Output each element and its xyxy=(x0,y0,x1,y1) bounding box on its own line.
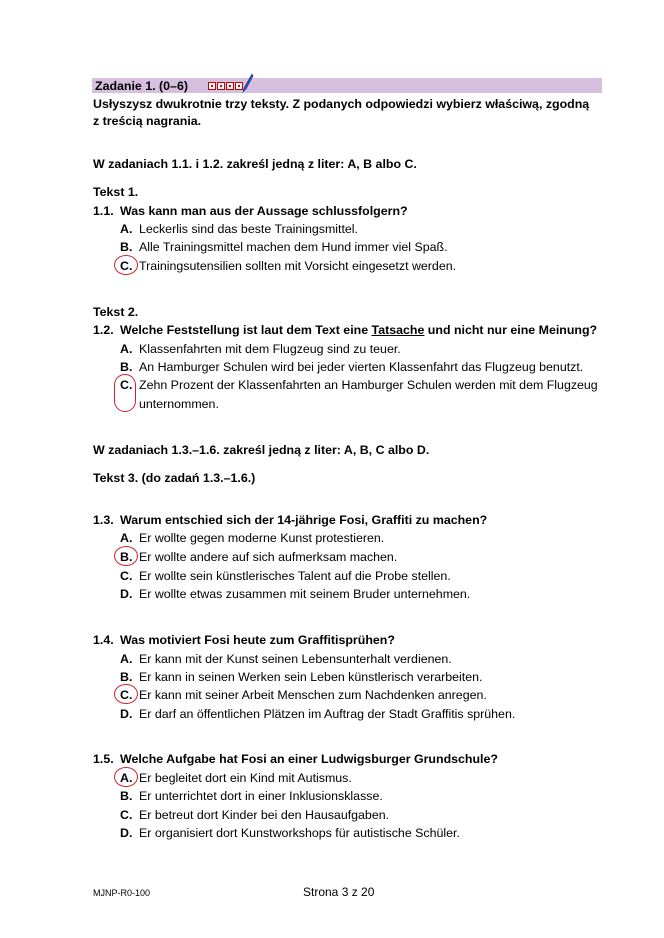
option-letter-1-5-c[interactable]: C. xyxy=(120,808,133,822)
option-text-1-4-d: Er darf an öffentlichen Plätzen im Auftrag der Stadt Graffitis sprühen. xyxy=(139,707,516,721)
task-instruction-line2: z treścią nagrania. xyxy=(93,114,202,128)
task-title: Zadanie 1. (0–6) xyxy=(95,79,188,93)
option-text-1-5-c: Er betreut dort Kinder bei den Hausaufgaben. xyxy=(139,808,390,822)
option-text-1-3-a: Er wollte gegen moderne Kunst protestieren. xyxy=(139,531,385,545)
option-text-1-4-c: Er kann mit seiner Arbeit Menschen zum Nachdenken anregen. xyxy=(139,688,487,702)
option-letter-1-1-a[interactable]: A. xyxy=(120,222,133,236)
page-number: Strona 3 z 20 xyxy=(303,885,375,899)
question-1-2-underlined-word: Tatsache xyxy=(371,323,425,337)
option-text-1-2-a: Klassenfahrten mit dem Flugzeug sind zu teuer. xyxy=(139,342,401,356)
option-letter-1-5-a[interactable]: A. xyxy=(120,771,133,785)
option-text-1-2-c-line2: unternommen. xyxy=(139,397,219,411)
option-text-1-5-d: Er organisiert dort Kunstworkshops für autistische Schüler. xyxy=(139,826,460,840)
option-letter-1-4-d[interactable]: D. xyxy=(120,707,133,721)
question-number-1-2: 1.2. xyxy=(93,323,114,337)
option-letter-1-4-a[interactable]: A. xyxy=(120,652,133,666)
option-letter-1-4-b[interactable]: B. xyxy=(120,670,133,684)
option-text-1-4-a: Er kann mit der Kunst seinen Lebensunterhalt verdienen. xyxy=(139,652,452,666)
option-text-1-1-a: Leckerlis sind das beste Trainingsmittel. xyxy=(139,222,359,236)
question-number-1-3: 1.3. xyxy=(93,513,114,527)
option-letter-1-2-c[interactable]: C. xyxy=(120,378,133,392)
option-text-1-2-c: Zehn Prozent der Klassenfahrten an Hamburger Schulen werden mit dem Flugzeug xyxy=(139,378,598,392)
option-text-1-5-b: Er unterrichtet dort in einer Inklusionsklasse. xyxy=(139,789,383,803)
option-letter-1-1-b[interactable]: B. xyxy=(120,240,133,254)
section-instruction-abcd: W zadaniach 1.3.–1.6. zakreśl jedną z liter: A, B, C albo D. xyxy=(93,443,430,457)
section-instruction-abc: W zadaniach 1.1. i 1.2. zakreśl jedną z liter: A, B albo C. xyxy=(93,157,417,171)
tekst1-label: Tekst 1. xyxy=(93,185,139,199)
pen-icon xyxy=(240,73,254,93)
question-1-2: Welche Feststellung ist laut dem Text eine Tatsache und nicht nur eine Meinung? xyxy=(120,323,598,337)
option-text-1-1-c: Trainingsutensilien sollten mit Vorsicht eingesetzt werden. xyxy=(139,259,457,273)
question-number-1-5: 1.5. xyxy=(93,752,114,766)
option-letter-1-5-d[interactable]: D. xyxy=(120,826,133,840)
option-letter-1-2-b[interactable]: B. xyxy=(120,360,133,374)
tekst3-label: Tekst 3. (do zadań 1.3.–1.6.) xyxy=(93,471,256,485)
question-number-1-4: 1.4. xyxy=(93,633,114,647)
checkbox-grid-icon xyxy=(208,82,243,90)
option-letter-1-3-c[interactable]: C. xyxy=(120,569,133,583)
option-text-1-1-b: Alle Trainingsmittel machen dem Hund immer viel Spaß. xyxy=(139,240,448,254)
option-text-1-3-c: Er wollte sein künstlerisches Talent auf die Probe stellen. xyxy=(139,569,451,583)
option-text-1-3-d: Er wollte etwas zusammen mit seinem Bruder unternehmen. xyxy=(139,587,471,601)
question-1-5: Welche Aufgabe hat Fosi an einer Ludwigsburger Grundschule? xyxy=(120,752,498,766)
option-text-1-3-b: Er wollte andere auf sich aufmerksam machen. xyxy=(139,550,398,564)
question-1-3: Warum entschied sich der 14-jährige Fosi, Graffiti zu machen? xyxy=(120,513,488,527)
option-letter-1-3-a[interactable]: A. xyxy=(120,531,133,545)
option-text-1-2-b: An Hamburger Schulen wird bei jeder vierten Klassenfahrt das Flugzeug benutzt. xyxy=(139,360,584,374)
option-letter-1-4-c[interactable]: C. xyxy=(120,688,133,702)
option-letter-1-2-a[interactable]: A. xyxy=(120,342,133,356)
task-instruction-line1: Usłyszysz dwukrotnie trzy teksty. Z podanych odpowiedzi wybierz właściwą, zgodną xyxy=(93,97,590,111)
option-letter-1-3-b[interactable]: B. xyxy=(120,550,133,564)
tekst2-label: Tekst 2. xyxy=(93,305,139,319)
option-text-1-4-b: Er kann in seinen Werken sein Leben künstlerisch verarbeiten. xyxy=(139,670,483,684)
option-text-1-5-a: Er begleitet dort ein Kind mit Autismus. xyxy=(139,771,352,785)
option-letter-1-1-c[interactable]: C. xyxy=(120,259,133,273)
question-1-1: Was kann man aus der Aussage schlussfolgern? xyxy=(120,204,408,218)
option-letter-1-5-b[interactable]: B. xyxy=(120,789,133,803)
question-number-1-1: 1.1. xyxy=(93,204,114,218)
option-letter-1-3-d[interactable]: D. xyxy=(120,587,133,601)
exam-code: MJNP-R0-100 xyxy=(93,888,151,898)
question-1-4: Was motiviert Fosi heute zum Graffitisprühen? xyxy=(120,633,395,647)
